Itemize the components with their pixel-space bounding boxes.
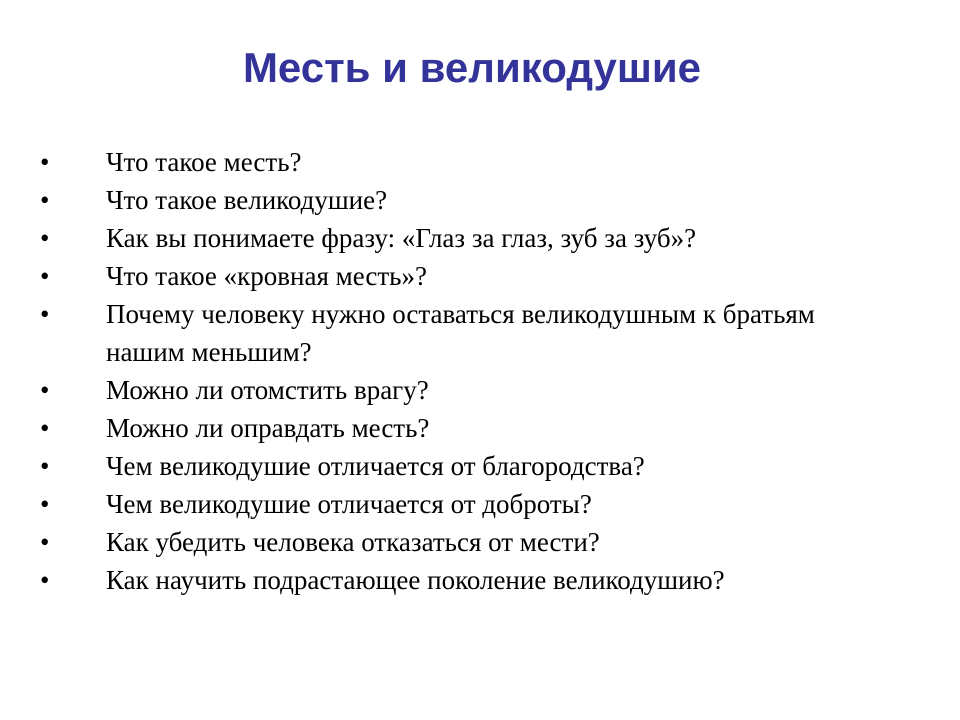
bullet-dot-icon: • [40, 413, 50, 443]
list-item-text: Почему человеку нужно оставаться великодушным к братьям нашим меньшим? [106, 299, 815, 367]
list-item-text: Можно ли оправдать месть? [106, 413, 430, 443]
list-item-text: Что такое «кровная месть»? [106, 261, 427, 291]
bullet-dot-icon: • [40, 527, 50, 557]
bullet-dot-icon: • [40, 299, 50, 329]
list-item-text: Чем великодушие отличается от благородства? [106, 451, 645, 481]
list-item-text: Как убедить человека отказаться от мести? [106, 527, 600, 557]
bullet-dot-icon: • [40, 185, 50, 215]
list-item-text: Как вы понимаете фразу: «Глаз за глаз, зуб за зуб»? [106, 223, 697, 253]
list-item [0, 523, 900, 561]
bullet-dot-icon: • [40, 375, 50, 405]
bullet-dot-icon: • [40, 489, 50, 519]
list-item [0, 447, 900, 485]
bullet-dot-icon: • [40, 451, 50, 481]
list-item [0, 371, 900, 409]
list-item [0, 561, 900, 599]
bullet-dot-icon: • [40, 147, 50, 177]
list-item [0, 485, 900, 523]
list-item [0, 409, 900, 447]
list-item-text: Можно ли отомстить врагу? [106, 375, 429, 405]
question-list [0, 143, 900, 599]
list-item [0, 143, 900, 181]
list-item-text: Что такое великодушие? [106, 185, 388, 215]
bullet-dot-icon: • [40, 223, 50, 253]
list-item-text: Чем великодушие отличается от доброты? [106, 489, 592, 519]
slide-title: Месть и великодушие [242, 44, 702, 91]
list-item-text: Как научить подрастающее поколение великодушию? [106, 565, 725, 595]
list-item [0, 181, 900, 219]
bullet-dot-icon: • [40, 261, 50, 291]
list-item [0, 257, 900, 295]
bullet-dot-icon: • [40, 565, 50, 595]
list-item [0, 219, 900, 257]
list-item-text: Что такое месть? [106, 147, 302, 177]
list-item [0, 295, 900, 371]
